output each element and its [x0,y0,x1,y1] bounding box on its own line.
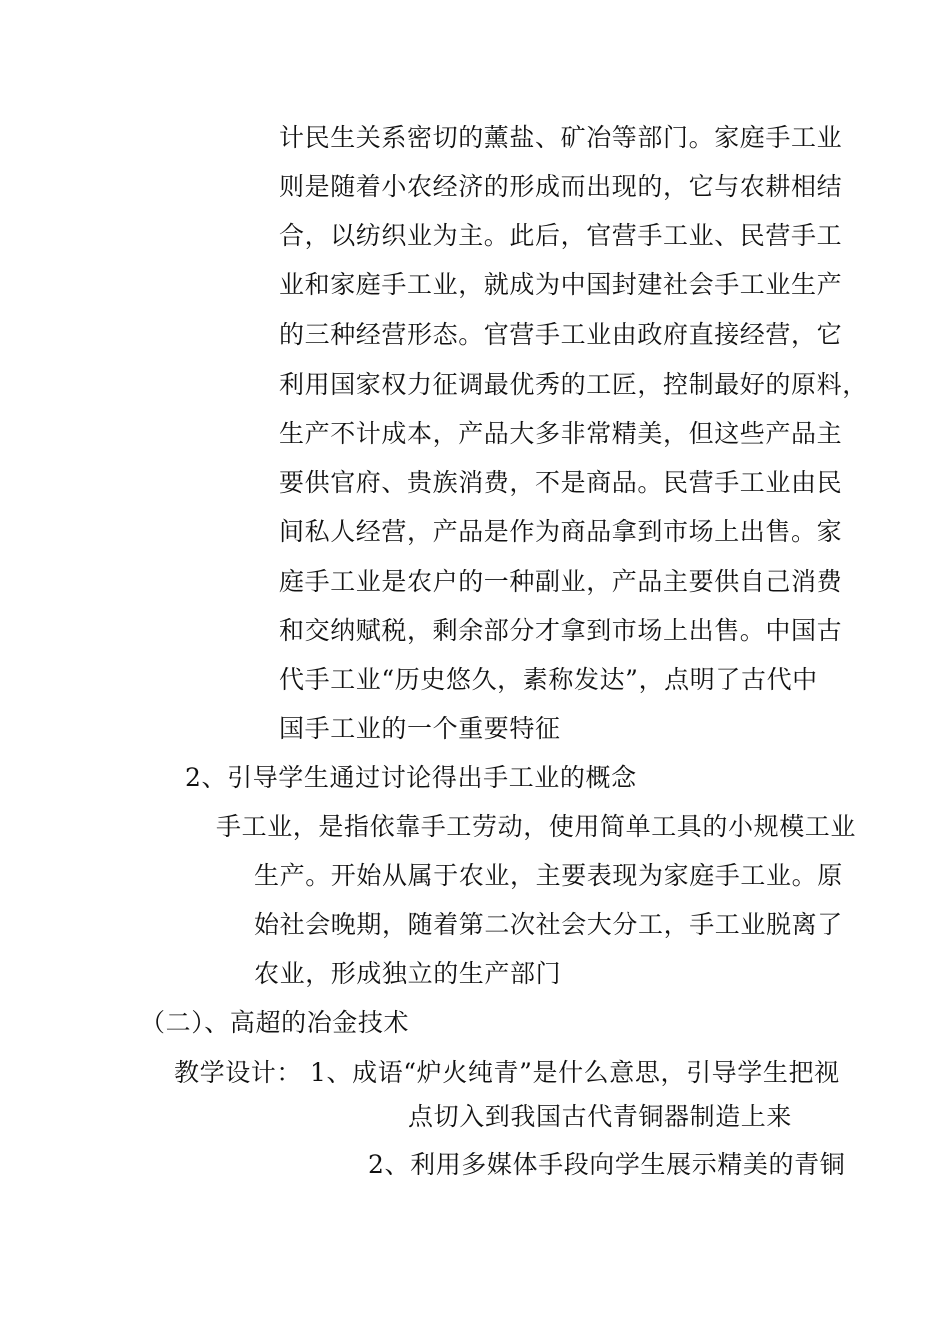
para1-line-2: 则是随着小农经济的形成而出现的，它与农耕相结 [279,172,843,201]
para2-line-4: 农业，形成独立的生产部门 [254,959,562,988]
para1-line-7: 生产不计成本，产品大多非常精美，但这些产品主 [279,419,843,448]
para1-line-12: 代手工业“历史悠久，素称发达”，点明了古代中 [279,665,818,694]
para2-line-1: 手工业，是指依靠手工劳动，使用简单工具的小规模工业 [216,812,857,841]
para1-line-9: 间私人经营，产品是作为商品拿到市场上出售。家 [279,517,843,546]
design-label: 教学设计： [174,1058,303,1087]
design-item-1-line-1: 1、成语“炉火纯青”是什么意思，引导学生把视 [310,1058,840,1087]
para1-line-6: 利用国家权力征调最优秀的工匠，控制最好的原料， [279,370,868,399]
para1-line-8: 要供官府、贵族消费，不是商品。民营手工业由民 [279,468,843,497]
design-item-2-line-1: 2、利用多媒体手段向学生展示精美的青铜 [368,1150,846,1179]
para2-line-2: 生产。开始从属于农业，主要表现为家庭手工业。原 [254,861,843,890]
design-item-1-line-2: 点切入到我国古代青铜器制造上来 [408,1102,793,1131]
para2-line-3: 始社会晚期，随着第二次社会大分工，手工业脱离了 [254,910,843,939]
para1-line-1: 计民生关系密切的薰盐、矿冶等部门。家庭手工业 [279,123,843,152]
para1-line-4: 业和家庭手工业，就成为中国封建社会手工业生产 [279,270,843,299]
para1-line-13: 国手工业的一个重要特征 [279,714,561,743]
para1-line-10: 庭手工业是农户的一种副业，产品主要供自己消费 [279,567,843,596]
section-heading: （二）、高超的冶金技术 [140,1008,410,1037]
para1-line-5: 的三种经营形态。官营手工业由政府直接经营，它 [279,320,843,349]
item-2-heading: 2、引导学生通过讨论得出手工业的概念 [185,763,637,792]
para1-line-11: 和交纳赋税，剩余部分才拿到市场上出售。中国古 [279,616,843,645]
para1-line-3: 合，以纺织业为主。此后，官营手工业、民营手工 [279,221,843,250]
